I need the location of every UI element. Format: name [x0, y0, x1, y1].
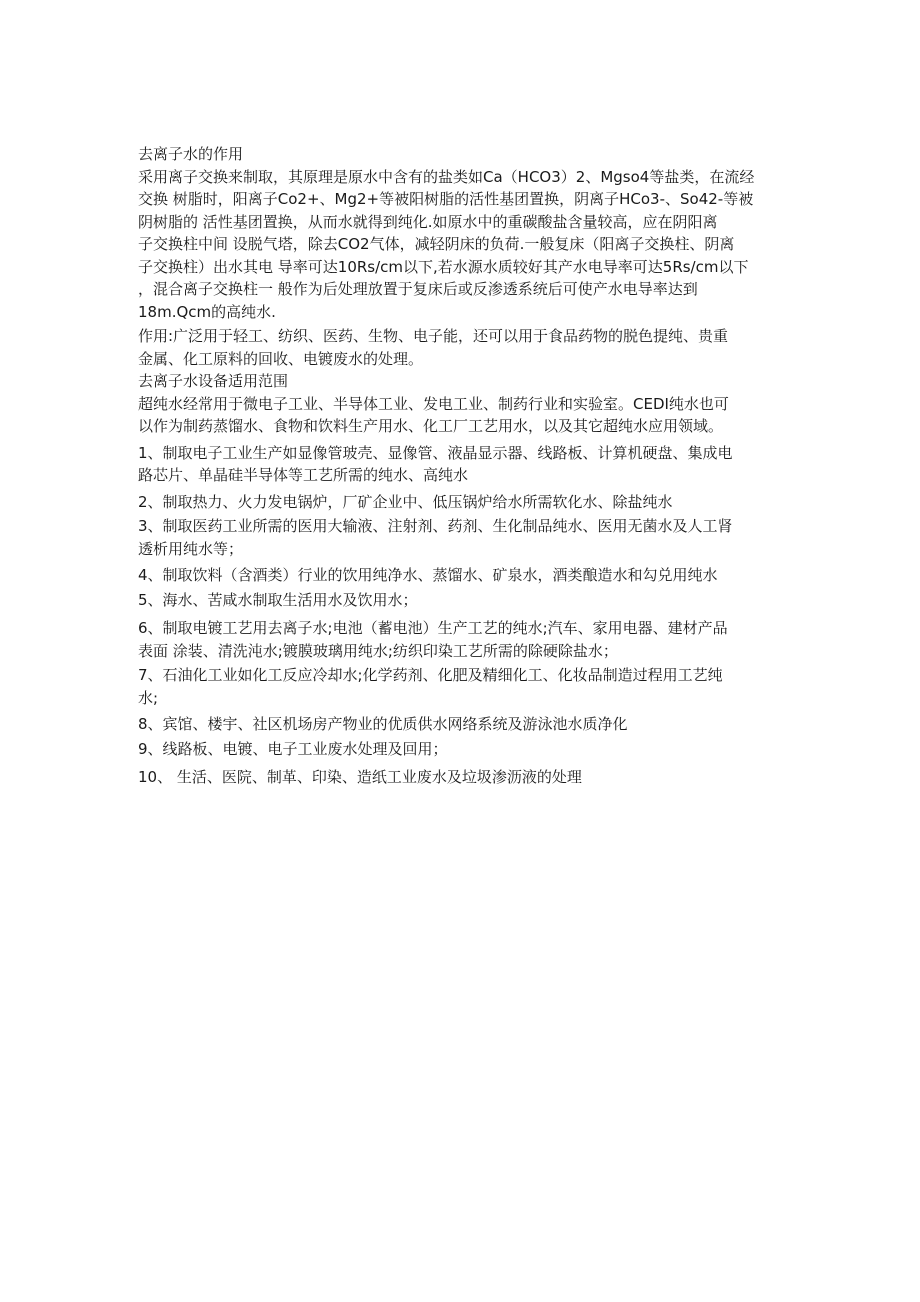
list-item-6-cont: 表面 涂装、清洗沌水;镀膜玻璃用纯水;纺织印染工艺所需的除硬除盐水；: [138, 641, 618, 660]
document-body: [138, 143, 786, 789]
list-item-7: 7、石油化工业如化工反应冷却水;化学药剂、化肥及精细化工、化妆品制造过程用工艺纯: [138, 666, 723, 684]
intro-line: 子交换柱）出水其电 导率可达10Rs/cm以下,若水源水质较好其产水电导率可达5Rs/cm以下: [138, 257, 749, 276]
intro-line: 阴树脂的 活性基团置换，从而水就得到纯化.如原水中的重碳酸盐含量较高，应在阴阳离: [138, 212, 718, 231]
list-item-9: 9、线路板、电镀、电子工业废水处理及回用；: [138, 739, 448, 758]
intro-line: 子交换柱中间 设脱气塔，除去CO2气体，减轻阴床的负荷.一般复床（阳离子交换柱、阴离: [138, 235, 735, 253]
list-item-7-cont: 水;: [138, 688, 159, 707]
list-item-10: 10、 生活、医院、制革、印染、造纸工业废水及垃圾渗沥液的处理: [138, 768, 582, 786]
section-title-application-scope: 去离子水设备适用范围: [138, 372, 289, 390]
list-item-2: 2、制取热力、火力发电锅炉，厂矿企业中、低压锅炉给水所需软化水、除盐纯水: [138, 492, 673, 511]
list-item-8: 8、宾馆、楼宇、社区机场房产物业的优质供水网络系统及游泳池水质净化: [138, 715, 628, 733]
scope-intro-line: 以作为制药蒸馏水、食物和饮料生产用水、化工厂工艺用水，以及其它超纯水应用领域。: [138, 417, 724, 435]
list-item-6: 6、制取电镀工艺用去离子水;电池（蓄电池）生产工艺的纯水;汽车、家用电器、建材产品: [138, 619, 728, 637]
intro-line: 18m.Qcm的高纯水.: [138, 302, 276, 321]
list-item-3: 3、制取医药工业所需的医用大输液、注射剂、药剂、生化制品纯水、医用无菌水及人工肾: [138, 517, 733, 535]
intro-line: 交换 树脂时，阳离子Co2+、Mg2+等被阳树脂的活性基团置换，阴离子HCo3-、So42-等被: [138, 190, 754, 208]
intro-line: 采用离子交换来制取，其原理是原水中含有的盐类如Ca（HCO3）2、Mgso4等盐类，在流经: [138, 167, 755, 186]
scope-intro-line: 超纯水经常用于微电子工业、半导体工业、发电工业、制药行业和实验室。CEDI纯水也可: [138, 394, 729, 413]
intro-line: ，混合离子交换柱一 般作为后处理放置于复床后或反渗透系统后可使产水电导率达到: [138, 280, 698, 298]
list-item-1: 1、制取电子工业生产如显像管玻壳、显像管、液晶显示器、线路板、计算机硬盘、集成电: [138, 443, 733, 462]
usage-line: 作用:广泛用于轻工、纺织、医药、生物、电子能，还可以用于食品药物的脱色提纯、贵重: [138, 327, 729, 345]
list-item-5: 5、海水、苦咸水制取生活用水及饮用水；: [138, 590, 418, 609]
list-item-4: 4、制取饮料（含酒类）行业的饮用纯净水、蒸馏水、矿泉水，酒类酿造水和勾兑用纯水: [138, 566, 718, 584]
list-item-1-cont: 路芯片、单晶硅半导体等工艺所需的纯水、高纯水: [138, 466, 469, 484]
usage-line: 金属、化工原料的回收、电镀废水的处理。: [138, 349, 424, 368]
section-title-deionized-water-function: 去离子水的作用: [138, 145, 244, 163]
list-item-3-cont: 透析用纯水等；: [138, 539, 244, 558]
